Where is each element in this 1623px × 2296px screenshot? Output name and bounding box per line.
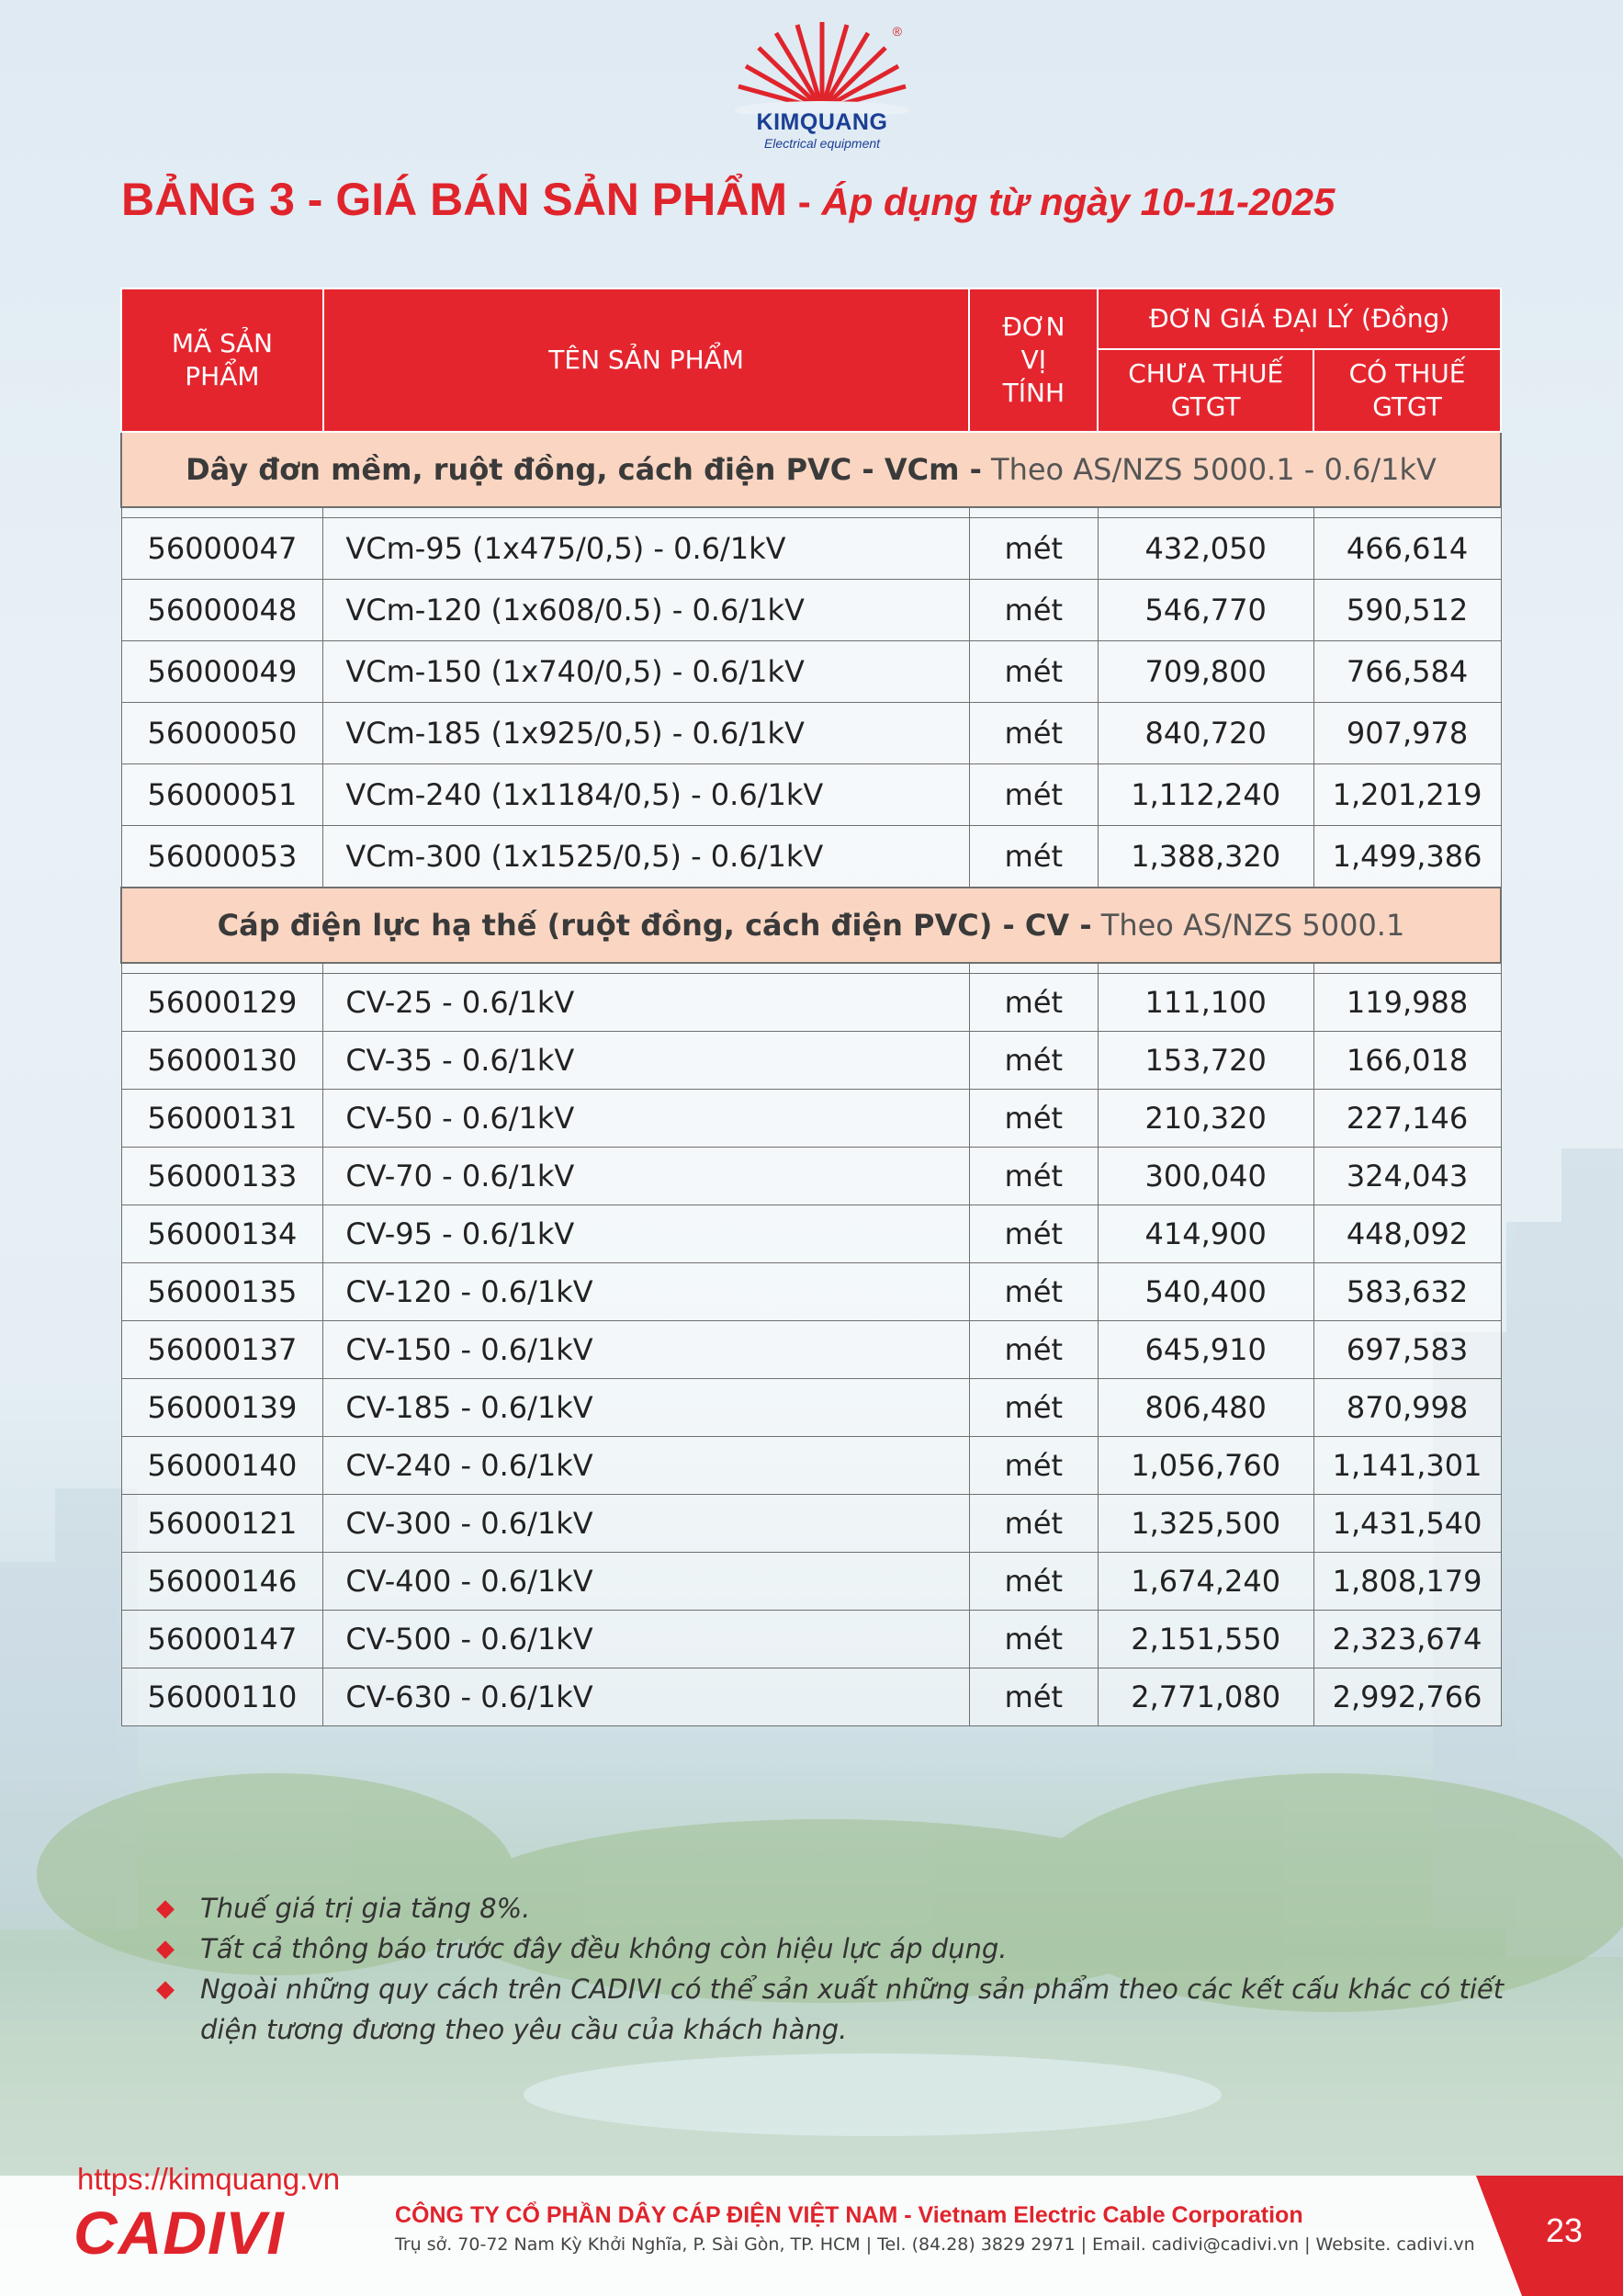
table-row xyxy=(121,1553,1501,1611)
header-unit: ĐƠN VỊ TÍNH xyxy=(969,288,1098,432)
company-name: CÔNG TY CỔ PHẦN DÂY CÁP ĐIỆN VIỆT NAM - Vietnam Electric Cable Corporation xyxy=(395,2202,1303,2228)
unit-cell: mét xyxy=(969,1611,1098,1668)
price-with-tax-cell: 227,146 xyxy=(1313,1090,1501,1148)
product-code-cell: 56000139 xyxy=(121,1379,323,1437)
price-with-tax-cell: 1,808,179 xyxy=(1313,1553,1501,1611)
price-pre-tax-cell: 111,100 xyxy=(1098,974,1313,1032)
spacer-row xyxy=(121,507,1501,518)
price-pre-tax-cell: 840,720 xyxy=(1098,703,1313,764)
unit-cell: mét xyxy=(969,1148,1098,1205)
price-pre-tax-cell: 153,720 xyxy=(1098,1032,1313,1090)
product-name-cell: CV-630 - 0.6/1kV xyxy=(323,1668,970,1726)
price-pre-tax-cell: 546,770 xyxy=(1098,580,1313,641)
unit-cell: mét xyxy=(969,580,1098,641)
product-name-cell: VCm-120 (1x608/0.5) - 0.6/1kV xyxy=(323,580,970,641)
price-with-tax-cell: 1,499,386 xyxy=(1313,826,1501,888)
diamond-bullet-icon: ◆ xyxy=(156,1894,175,1922)
price-with-tax-cell: 119,988 xyxy=(1313,974,1501,1032)
price-table xyxy=(120,288,1502,1726)
product-name-cell: VCm-300 (1x1525/0,5) - 0.6/1kV xyxy=(323,826,970,888)
unit-cell: mét xyxy=(969,1032,1098,1090)
product-code-cell: 56000134 xyxy=(121,1205,323,1263)
section-title-bold: Dây đơn mềm, ruột đồng, cách điện PVC - VCm - xyxy=(186,452,982,487)
price-pre-tax-cell: 1,112,240 xyxy=(1098,764,1313,826)
note-text: Tất cả thông báo trước đây đều không còn hiệu lực áp dụng. xyxy=(200,1933,1008,1964)
table-row xyxy=(121,641,1501,703)
title-applied-date: Áp dụng từ ngày 10-11-2025 xyxy=(821,180,1336,223)
price-with-tax-cell: 907,978 xyxy=(1313,703,1501,764)
product-code-cell: 56000147 xyxy=(121,1611,323,1668)
product-name-cell: CV-185 - 0.6/1kV xyxy=(323,1379,970,1437)
product-name-cell: CV-25 - 0.6/1kV xyxy=(323,974,970,1032)
product-name-cell: CV-150 - 0.6/1kV xyxy=(323,1321,970,1379)
table-row xyxy=(121,1090,1501,1148)
product-name-cell: CV-120 - 0.6/1kV xyxy=(323,1263,970,1321)
price-pre-tax-cell: 1,388,320 xyxy=(1098,826,1313,888)
table-row xyxy=(121,1668,1501,1726)
product-name-cell: CV-240 - 0.6/1kV xyxy=(323,1437,970,1495)
price-with-tax-cell: 166,018 xyxy=(1313,1032,1501,1090)
unit-cell: mét xyxy=(969,1379,1098,1437)
product-name-cell: CV-35 - 0.6/1kV xyxy=(323,1032,970,1090)
price-with-tax-cell: 766,584 xyxy=(1313,641,1501,703)
logo-tagline: Electrical equipment xyxy=(763,136,881,151)
product-code-cell: 56000131 xyxy=(121,1090,323,1148)
unit-cell: mét xyxy=(969,826,1098,888)
price-pre-tax-cell: 709,800 xyxy=(1098,641,1313,703)
price-with-tax-cell: 324,043 xyxy=(1313,1148,1501,1205)
product-code-cell: 56000140 xyxy=(121,1437,323,1495)
table-row xyxy=(121,518,1501,580)
note-item xyxy=(156,1969,1516,2050)
price-with-tax-cell: 1,431,540 xyxy=(1313,1495,1501,1553)
price-pre-tax-cell: 1,056,760 xyxy=(1098,1437,1313,1495)
table-row xyxy=(121,1437,1501,1495)
product-code-cell: 56000146 xyxy=(121,1553,323,1611)
cadivi-logo: CADIVI xyxy=(73,2199,285,2267)
company-address: Trụ sở. 70-72 Nam Kỳ Khởi Nghĩa, P. Sài Gòn, TP. HCM | Tel. (84.28) 3829 2971 | Email. cadivi@cadivi.vn | Website. cadivi.vn xyxy=(395,2234,1475,2255)
product-code-cell: 56000130 xyxy=(121,1032,323,1090)
logo-brand-text: KIMQUANG xyxy=(756,109,888,135)
table-row xyxy=(121,1032,1501,1090)
table-row xyxy=(121,580,1501,641)
table-row xyxy=(121,1148,1501,1205)
product-code-cell: 56000135 xyxy=(121,1263,323,1321)
price-with-tax-cell: 1,201,219 xyxy=(1313,764,1501,826)
product-code-cell: 56000051 xyxy=(121,764,323,826)
kimquang-logo xyxy=(726,22,919,151)
price-pre-tax-cell: 1,325,500 xyxy=(1098,1495,1313,1553)
price-with-tax-cell: 870,998 xyxy=(1313,1379,1501,1437)
price-with-tax-cell: 2,992,766 xyxy=(1313,1668,1501,1726)
product-code-cell: 56000053 xyxy=(121,826,323,888)
section-title xyxy=(121,888,1501,963)
product-name-cell: CV-50 - 0.6/1kV xyxy=(323,1090,970,1148)
price-pre-tax-cell: 210,320 xyxy=(1098,1090,1313,1148)
table-row xyxy=(121,1379,1501,1437)
table-row xyxy=(121,1205,1501,1263)
product-name-cell: CV-300 - 0.6/1kV xyxy=(323,1495,970,1553)
price-with-tax-cell: 2,323,674 xyxy=(1313,1611,1501,1668)
table-row xyxy=(121,764,1501,826)
price-with-tax-cell: 448,092 xyxy=(1313,1205,1501,1263)
table-row xyxy=(121,974,1501,1032)
price-pre-tax-cell: 1,674,240 xyxy=(1098,1553,1313,1611)
header-with-tax: CÓ THUẾ GTGT xyxy=(1313,349,1501,432)
product-code-cell: 56000047 xyxy=(121,518,323,580)
page-title xyxy=(121,173,1517,226)
registered-mark: ® xyxy=(892,24,902,39)
spacer-row xyxy=(121,963,1501,974)
unit-cell: mét xyxy=(969,1090,1098,1148)
unit-cell: mét xyxy=(969,1205,1098,1263)
unit-cell: mét xyxy=(969,641,1098,703)
price-pre-tax-cell: 414,900 xyxy=(1098,1205,1313,1263)
product-code-cell: 56000133 xyxy=(121,1148,323,1205)
section-header-row xyxy=(121,888,1501,963)
product-code-cell: 56000110 xyxy=(121,1668,323,1726)
price-pre-tax-cell: 645,910 xyxy=(1098,1321,1313,1379)
product-name-cell: VCm-150 (1x740/0,5) - 0.6/1kV xyxy=(323,641,970,703)
header-price-group: ĐƠN GIÁ ĐẠI LÝ (Đồng) xyxy=(1098,288,1501,349)
product-name-cell: CV-95 - 0.6/1kV xyxy=(323,1205,970,1263)
table-body xyxy=(121,432,1501,1726)
price-with-tax-cell: 590,512 xyxy=(1313,580,1501,641)
price-pre-tax-cell: 2,771,080 xyxy=(1098,1668,1313,1726)
section-title xyxy=(121,432,1501,507)
price-pre-tax-cell: 300,040 xyxy=(1098,1148,1313,1205)
header-pre-tax: CHƯA THUẾ GTGT xyxy=(1098,349,1313,432)
price-pre-tax-cell: 2,151,550 xyxy=(1098,1611,1313,1668)
product-code-cell: 56000121 xyxy=(121,1495,323,1553)
table-row xyxy=(121,1611,1501,1668)
unit-cell: mét xyxy=(969,974,1098,1032)
product-name-cell: CV-500 - 0.6/1kV xyxy=(323,1611,970,1668)
section-standard: Theo AS/NZS 5000.1 - 0.6/1kV xyxy=(981,452,1437,487)
price-pre-tax-cell: 806,480 xyxy=(1098,1379,1313,1437)
section-header-row xyxy=(121,432,1501,507)
title-main: BẢNG 3 - GIÁ BÁN SẢN PHẨM xyxy=(121,174,788,225)
unit-cell: mét xyxy=(969,518,1098,580)
notes-list xyxy=(156,1888,1516,2050)
product-name-cell: VCm-240 (1x1184/0,5) - 0.6/1kV xyxy=(323,764,970,826)
product-code-cell: 56000129 xyxy=(121,974,323,1032)
product-code-cell: 56000050 xyxy=(121,703,323,764)
unit-cell: mét xyxy=(969,703,1098,764)
unit-cell: mét xyxy=(969,1668,1098,1726)
product-name-cell: CV-70 - 0.6/1kV xyxy=(323,1148,970,1205)
sunburst-logo-icon xyxy=(726,22,919,114)
price-pre-tax-cell: 540,400 xyxy=(1098,1263,1313,1321)
note-item xyxy=(156,1928,1516,1969)
table-row xyxy=(121,826,1501,888)
price-with-tax-cell: 583,632 xyxy=(1313,1263,1501,1321)
website-link[interactable]: https://kimquang.vn xyxy=(77,2162,341,2196)
price-with-tax-cell: 1,141,301 xyxy=(1313,1437,1501,1495)
note-text: Thuế giá trị gia tăng 8%. xyxy=(200,1893,531,1924)
header-name: TÊN SẢN PHẨM xyxy=(323,288,970,432)
unit-cell: mét xyxy=(969,1495,1098,1553)
product-code-cell: 56000049 xyxy=(121,641,323,703)
table-row xyxy=(121,1321,1501,1379)
product-name-cell: VCm-95 (1x475/0,5) - 0.6/1kV xyxy=(323,518,970,580)
product-code-cell: 56000137 xyxy=(121,1321,323,1379)
table-row xyxy=(121,1495,1501,1553)
unit-cell: mét xyxy=(969,1263,1098,1321)
price-with-tax-cell: 466,614 xyxy=(1313,518,1501,580)
page-number: 23 xyxy=(1545,2211,1584,2249)
unit-cell: mét xyxy=(969,1321,1098,1379)
price-pre-tax-cell: 432,050 xyxy=(1098,518,1313,580)
diamond-bullet-icon: ◆ xyxy=(156,1935,175,1962)
price-with-tax-cell: 697,583 xyxy=(1313,1321,1501,1379)
section-title-bold: Cáp điện lực hạ thế (ruột đồng, cách điện PVC) - CV - xyxy=(217,908,1092,943)
note-item xyxy=(156,1888,1516,1928)
product-code-cell: 56000048 xyxy=(121,580,323,641)
table-row xyxy=(121,703,1501,764)
product-name-cell: CV-400 - 0.6/1kV xyxy=(323,1553,970,1611)
unit-cell: mét xyxy=(969,1437,1098,1495)
note-text: Ngoài những quy cách trên CADIVI có thể sản xuất những sản phẩm theo các kết cấu khác có tiết diện tương đương theo yêu cầu của khách hàng. xyxy=(200,1974,1505,2045)
header-code: MÃ SẢN PHẨM xyxy=(121,288,323,432)
diamond-bullet-icon: ◆ xyxy=(156,1975,175,2003)
table-row xyxy=(121,1263,1501,1321)
section-standard: Theo AS/NZS 5000.1 xyxy=(1091,908,1405,943)
product-name-cell: VCm-185 (1x925/0,5) - 0.6/1kV xyxy=(323,703,970,764)
unit-cell: mét xyxy=(969,1553,1098,1611)
unit-cell: mét xyxy=(969,764,1098,826)
title-separator: - xyxy=(787,180,822,223)
